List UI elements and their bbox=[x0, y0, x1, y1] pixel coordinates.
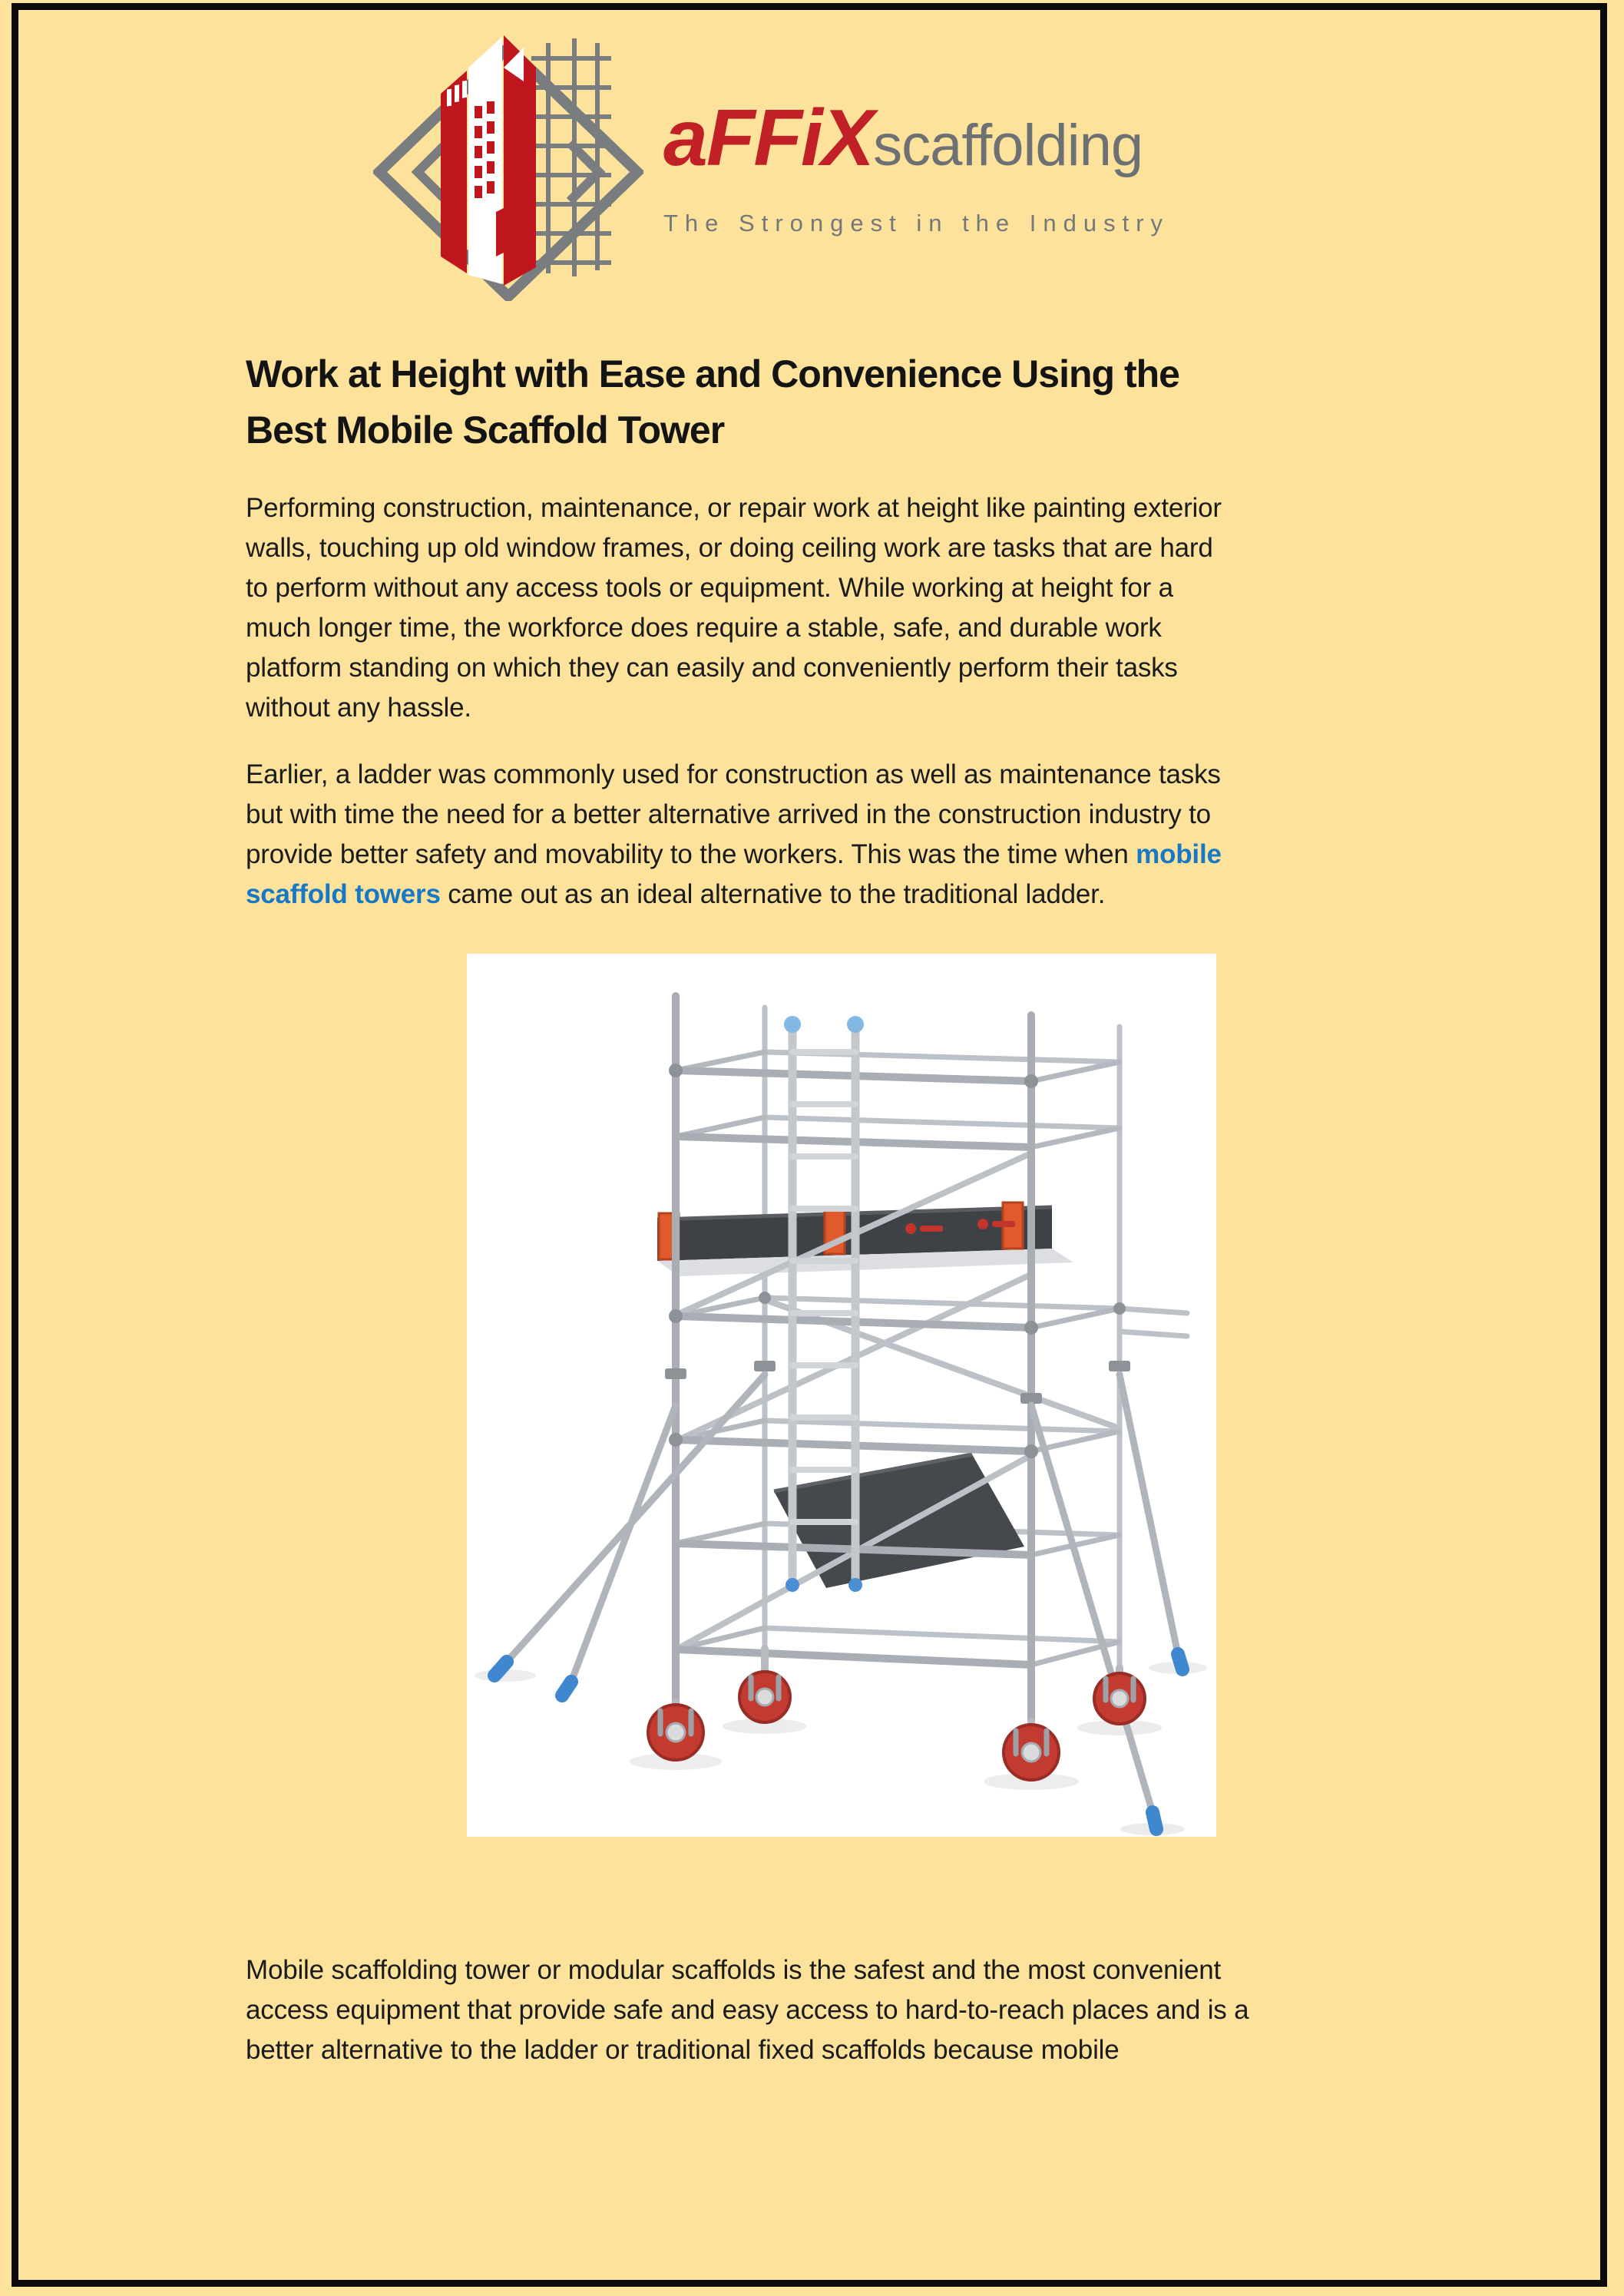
ladder-cap bbox=[847, 1016, 864, 1033]
text-line: platform standing on which they can easily and conveniently perform their tasks bbox=[246, 653, 1178, 683]
text-line: Earlier, a ladder was commonly used for construction as well as maintenance tasks bbox=[246, 759, 1221, 789]
caster-wheels bbox=[648, 1649, 1145, 1780]
text-line bbox=[246, 835, 1222, 875]
text-line: much longer time, the workforce does require a stable, safe, and durable work bbox=[246, 613, 1162, 643]
text-line: better alternative to the ladder or traditional fixed scaffolds because mobile bbox=[246, 2035, 1120, 2065]
text-segment: came out as an ideal alternative to the traditional ladder. bbox=[440, 879, 1106, 909]
brand-tagline: The Strongest in the Industry bbox=[663, 210, 1170, 237]
article-title-line: Work at Height with Ease and Convenience Using the bbox=[246, 352, 1179, 395]
text-line bbox=[246, 875, 1222, 915]
text-line: walls, touching up old window frames, or doing ceiling work are tasks that are hard bbox=[246, 533, 1213, 563]
brand-name: aFFiX bbox=[663, 94, 874, 183]
ladder-foot bbox=[786, 1578, 799, 1592]
affix-logo-icon bbox=[373, 20, 643, 301]
ladder-cap bbox=[784, 1016, 801, 1033]
ladder-foot bbox=[848, 1578, 862, 1592]
article-title bbox=[246, 346, 1179, 458]
work-platform bbox=[657, 1203, 1073, 1276]
logo-wordmark bbox=[663, 92, 1169, 237]
brand-suffix: scaffolding bbox=[873, 113, 1143, 178]
paragraph-3 bbox=[246, 1950, 1249, 2070]
text-line: to perform without any access tools or equipment. While working at height for a bbox=[246, 573, 1173, 603]
text-line: access equipment that provide safe and easy access to hard-to-reach places and is a bbox=[246, 1995, 1249, 2025]
paragraph-2 bbox=[246, 755, 1222, 915]
text-line: Mobile scaffolding tower or modular scaffolds is the safest and the most convenient bbox=[246, 1955, 1222, 1985]
mobile-scaffold-towers-link[interactable]: mobile bbox=[1136, 839, 1222, 869]
text-line: but with time the need for a better alternative arrived in the construction industry to bbox=[246, 799, 1211, 829]
article-title-line: Best Mobile Scaffold Tower bbox=[246, 409, 725, 452]
outrigger-blue-feet bbox=[494, 1654, 1182, 1829]
text-line: without any hassle. bbox=[246, 693, 471, 723]
scaffold-tower-illustration bbox=[467, 954, 1216, 1837]
mobile-scaffold-towers-link[interactable]: scaffold towers bbox=[246, 879, 441, 909]
paragraph-1 bbox=[246, 488, 1222, 728]
logo-building bbox=[441, 35, 536, 286]
text-segment: provide better safety and movability to the workers. This was the time when bbox=[246, 839, 1136, 869]
scaffold-tower-image bbox=[467, 954, 1216, 1837]
text-line: Performing construction, maintenance, or repair work at height like painting exterior bbox=[246, 493, 1222, 523]
